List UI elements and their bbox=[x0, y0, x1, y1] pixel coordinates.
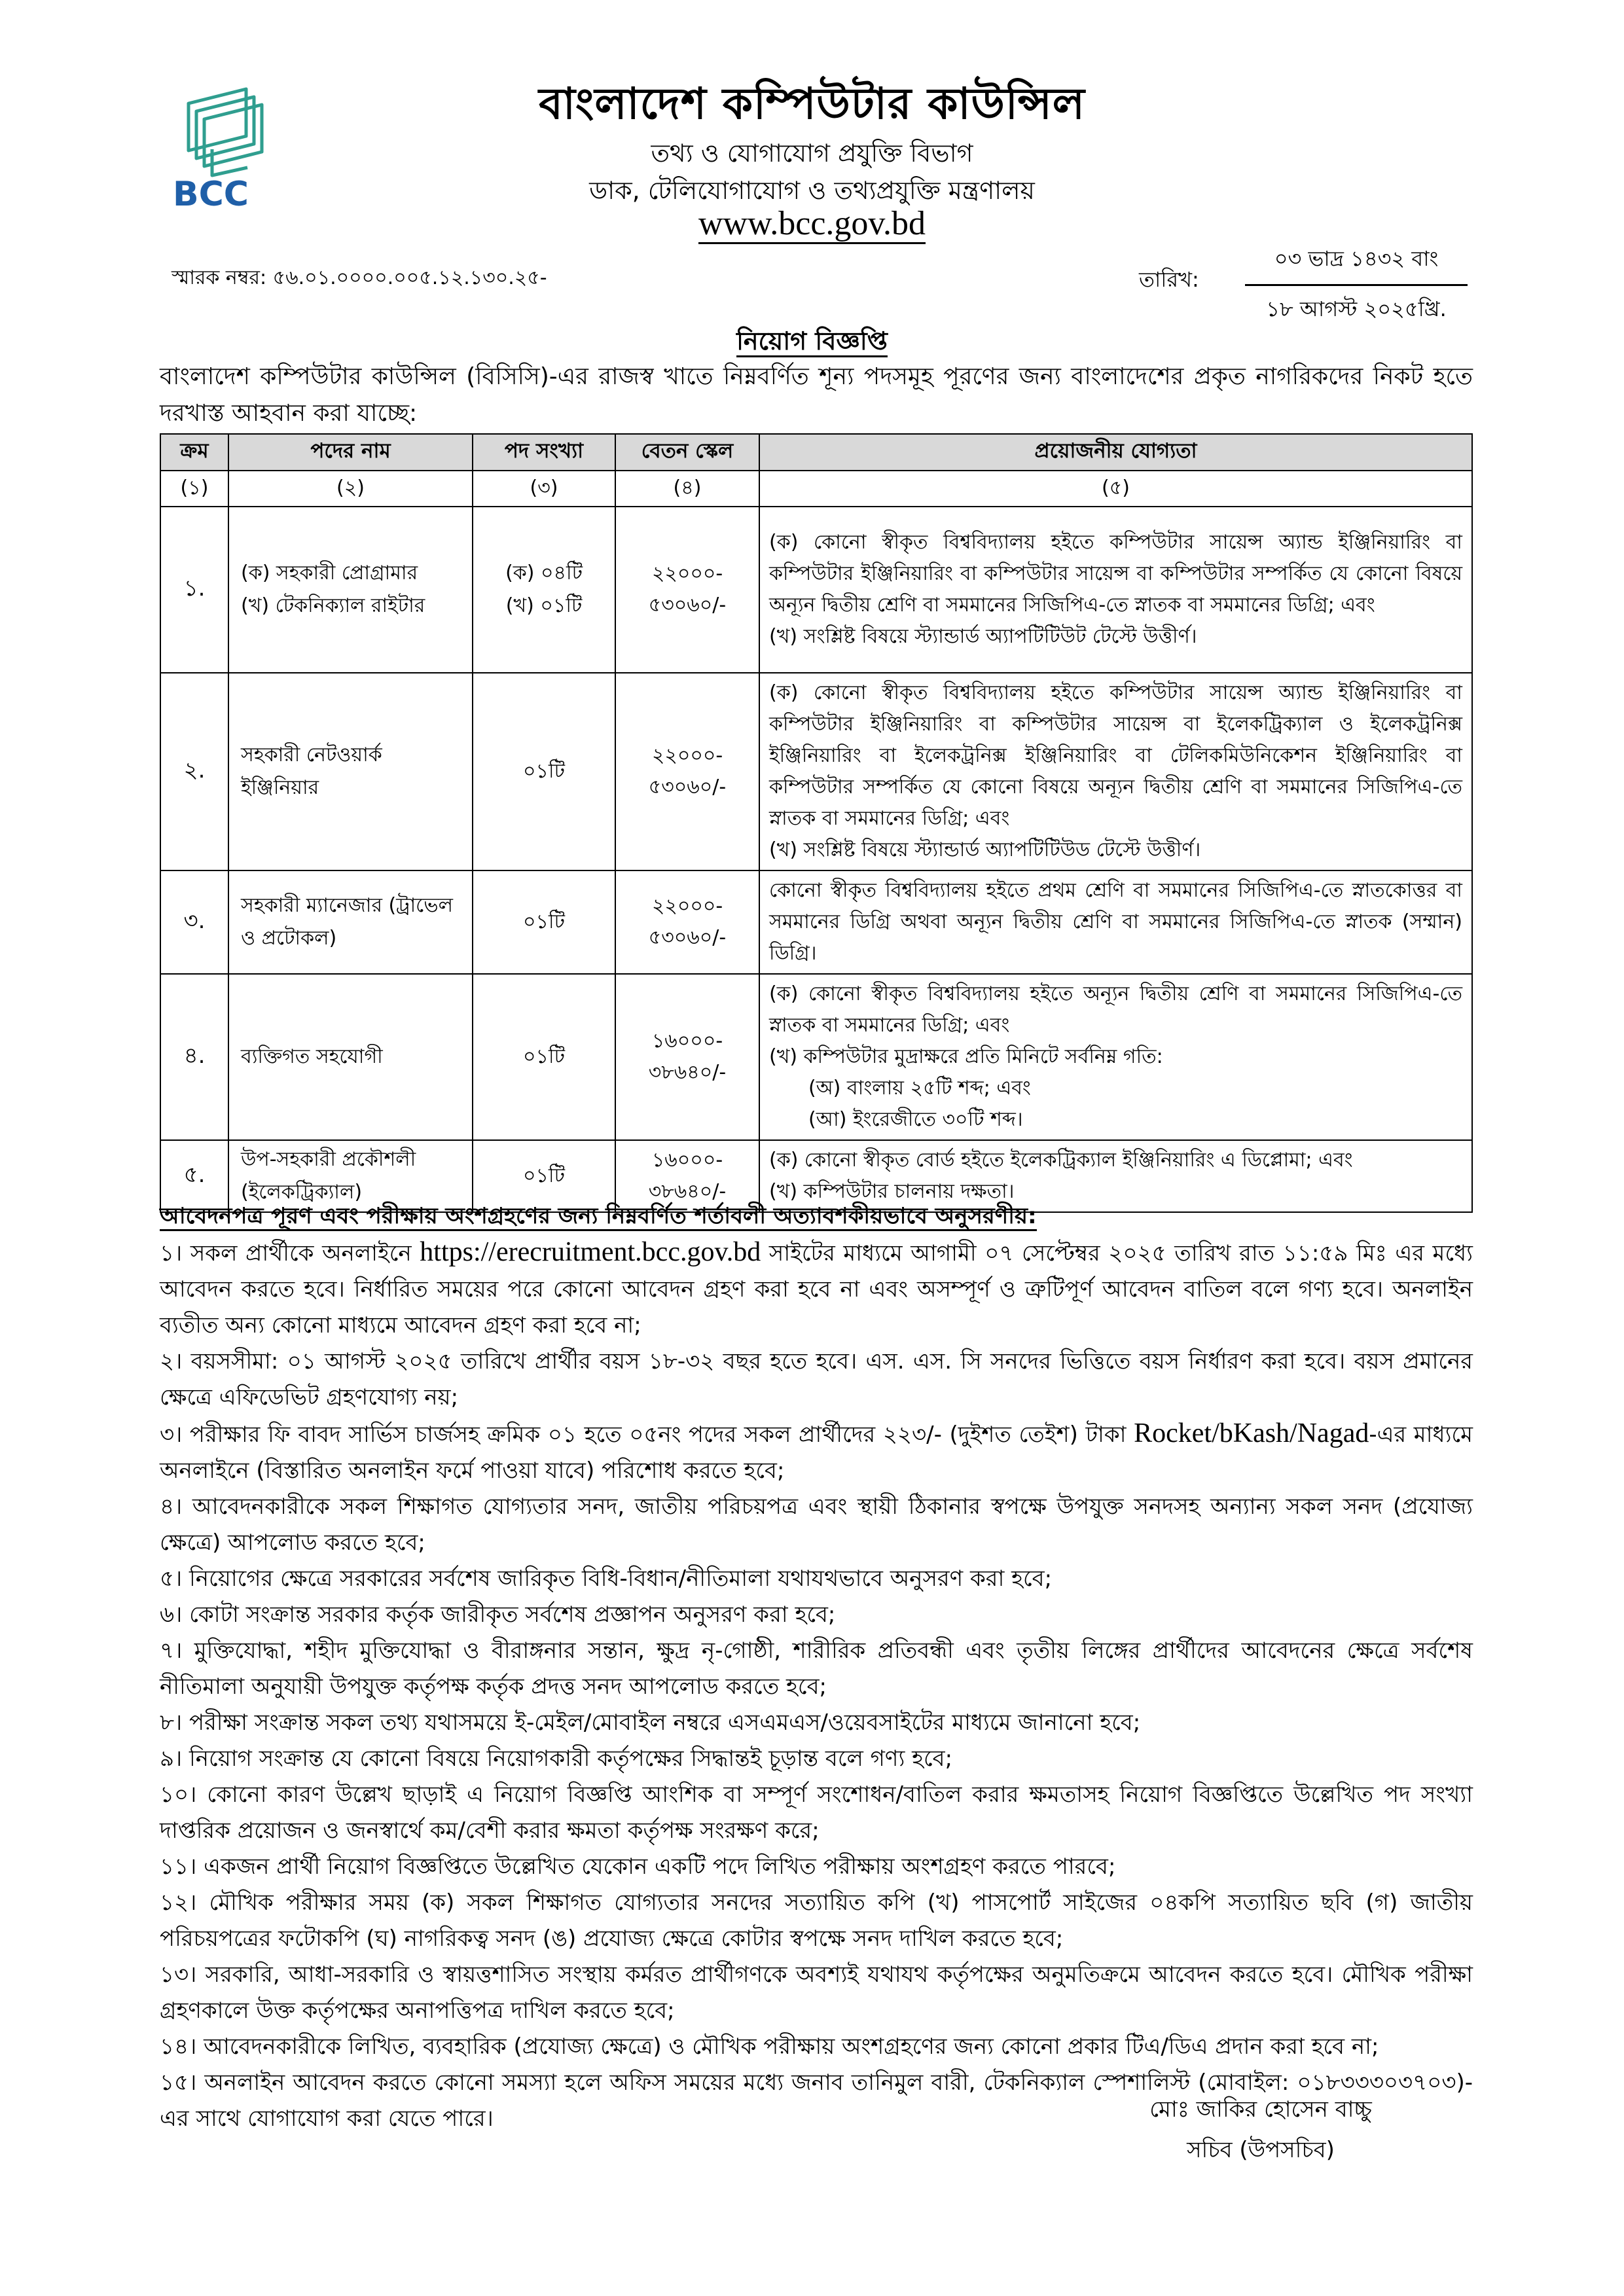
row-serial: ৫. bbox=[160, 1140, 228, 1212]
condition-item: ১৩। সরকারি, আধা-সরকারি ও স্বায়ত্তশাসিত সংস্থায় কর্মরত প্রার্থীগণকে অবশ্যই যথাযথ কর্তৃপক্ষের অনুমতিক্রমে আবেদন করতে হবে। মৌখিক পরীক্ষা গ্রহণকালে উক্ত কর্তৃপক্ষের অনাপত্তিপত্র দাখিল করতে হবে; bbox=[160, 1962, 1473, 2024]
condition-item: ১১। একজন প্রার্থী নিয়োগ বিজ্ঞপ্তিতে উল্লেখিত যেকোন একটি পদে লিখিত পরীক্ষায় অংশগ্রহণ করতে পারবে; bbox=[160, 1854, 1116, 1880]
date-bangla: ০৩ ভাদ্র ১৪৩২ বাং bbox=[1245, 242, 1468, 286]
qualification: কোনো স্বীকৃত বিশ্ববিদ্যালয় হইতে প্রথম শ্রেণি বা সমমানের সিজিপিএ-তে স্নাতকোত্তর বা সমমানের ডিগ্রি অথবা অন্যূন দ্বিতীয় শ্রেণি বা সমমানের সিজিপিএ-তে স্নাতক (সম্মান) ডিগ্রি। bbox=[759, 870, 1472, 974]
post-count: ০১টি bbox=[473, 870, 615, 974]
post-count: ০১টি bbox=[473, 974, 615, 1140]
col-header-post-name: পদের নাম bbox=[228, 434, 473, 471]
pay-scale: ১৬০০০- ৩৮৬৪০/- bbox=[615, 1140, 759, 1212]
col-number: (৩) bbox=[473, 471, 615, 507]
post-name: সহকারী নেটওয়ার্ক ইঞ্জিনিয়ার bbox=[228, 673, 473, 870]
condition-item: ১২। মৌখিক পরীক্ষার সময় (ক) সকল শিক্ষাগত যোগ্যতার সনদের সত্যায়িত কপি (খ) পাসপোর্ট সাইজের ০৪কপি সত্যায়িত ছবি (গ) জাতীয় পরিচয়পত্রের ফটোকপি (ঘ) নাগরিকত্ব সনদ (ঙ) প্রযোজ্য ক্ষেত্রে কোটার স্বপক্ষে সনদ দাখিল করতে হবে; bbox=[160, 1890, 1473, 1952]
col-number: (১) bbox=[160, 471, 228, 507]
col-number: (২) bbox=[228, 471, 473, 507]
condition-item: ১৪। আবেদনকারীকে লিখিত, ব্যবহারিক (প্রযোজ্য ক্ষেত্রে) ও মৌখিক পরীক্ষায় অংশগ্রহণের জন্য কোনো প্রকার টিএ/ডিএ প্রদান করা হবে না; bbox=[160, 2034, 1379, 2060]
qualification: (ক) কোনো স্বীকৃত বিশ্ববিদ্যালয় হইতে অন্যূন দ্বিতীয় শ্রেণি বা সমমানের সিজিপিএ-তে স্নাতক বা সমমানের ডিগ্রি; এবং (খ) কম্পিউটার মুদ্রাক্ষরে প্রতি মিনিটে সর্বনিম্ন গতি: (অ) বাংলায় ২৫টি শব্দ; এবং (আ) ইংরেজীতে ৩০টি শব্দ। bbox=[759, 974, 1472, 1140]
condition-item: ৩। পরীক্ষার ফি বাবদ সার্ভিস চার্জসহ ক্রমিক ০১ হতে ০৫নং পদের সকল প্রার্থীদের ২২৩/- (দুইশত তেইশ) টাকা Rocket/bKash/Nagad-এর মাধ্যমে অনলাইনে (বিস্তারিত অনলাইন ফর্মে পাওয়া যাবে) পরিশোধ করতে হবে; bbox=[160, 1418, 1473, 1484]
post-count: ০১টি bbox=[473, 673, 615, 870]
pay-scale: ১৬০০০- ৩৮৬৪০/- bbox=[615, 974, 759, 1140]
signature-block bbox=[1123, 2089, 1398, 2170]
condition-item: ৮। পরীক্ষা সংক্রান্ত সকল তথ্য যথাসময়ে ই-মেইল/মোবাইল নম্বরে এসএমএস/ওয়েবসাইটের মাধ্যমে জানানো হবে; bbox=[160, 1710, 1141, 1736]
row-serial: ৪. bbox=[160, 974, 228, 1140]
condition-item: ৪। আবেদনকারীকে সকল শিক্ষাগত যোগ্যতার সনদ, জাতীয় পরিচয়পত্র এবং স্থায়ী ঠিকানার স্বপক্ষে উপযুক্ত সনদসহ অন্যান্য সকল সনদ (প্রযোজ্য ক্ষেত্রে) আপলোড করতে হবে; bbox=[160, 1494, 1473, 1556]
col-number: (৫) bbox=[759, 471, 1472, 507]
post-name: ব্যক্তিগত সহযোগী bbox=[228, 974, 473, 1140]
table-row bbox=[160, 870, 1472, 974]
qualification: (ক) কোনো স্বীকৃত বোর্ড হইতে ইলেকট্রিক্যাল ইঞ্জিনিয়ারিং এ ডিপ্লোমা; এবং (খ) কম্পিউটার চালনায় দক্ষতা। bbox=[759, 1140, 1472, 1212]
division-name: তথ্য ও যোগাযোগ প্রযুক্তি বিভাগ bbox=[651, 139, 973, 168]
col-number: (৪) bbox=[615, 471, 759, 507]
signatory-designation: সচিব (উপসচিব) bbox=[1187, 2137, 1335, 2163]
post-count: ০১টি bbox=[473, 1140, 615, 1212]
table-row bbox=[160, 507, 1472, 673]
row-serial: ১. bbox=[160, 507, 228, 673]
ministry-name: ডাক, টেলিযোগাযোগ ও তথ্যপ্রযুক্তি মন্ত্রণালয় bbox=[589, 176, 1035, 205]
row-serial: ৩. bbox=[160, 870, 228, 974]
condition-item: ৯। নিয়োগ সংক্রান্ত যে কোনো বিষয়ে নিয়োগকারী কর্তৃপক্ষের সিদ্ধান্তই চূড়ান্ত বলে গণ্য হবে; bbox=[160, 1746, 953, 1772]
post-count: (ক) ০৪টি (খ) ০১টি bbox=[473, 507, 615, 673]
col-header-qualification: প্রয়োজনীয় যোগ্যতা bbox=[759, 434, 1472, 471]
col-header-post-count: পদ সংখ্যা bbox=[473, 434, 615, 471]
condition-item: ১। সকল প্রার্থীকে অনলাইনে https://erecruitment.bcc.gov.bd সাইটের মাধ্যমে আগামী ০৭ সেপ্টেম্বর ২০২৫ তারিখ রাত ১১:৫৯ মিঃ এর মধ্যে আবেদন করতে হবে। নির্ধারিত সময়ের পরে কোনো আবেদন গ্রহণ করা হবে না এবং অসম্পূর্ণ ও ত্রুটিপূর্ণ আবেদন বাতিল বলে গণ্য হবে। অনলাইন ব্যতীত অন্য কোনো মাধ্যমে আবেদন গ্রহণ করা হবে না; bbox=[160, 1237, 1473, 1338]
svg-text:BCC: BCC bbox=[173, 175, 249, 208]
pay-scale: ২২০০০- ৫৩০৬০/- bbox=[615, 673, 759, 870]
condition-item: ৬। কোটা সংক্রান্ত সরকার কর্তৃক জারীকৃত সর্বশেষ প্রজ্ঞাপন অনুসরণ করা হবে; bbox=[160, 1602, 836, 1628]
conditions-list bbox=[160, 1234, 1473, 2137]
bcc-logo bbox=[169, 77, 280, 208]
erecruitment-link[interactable]: https://erecruitment.bcc.gov.bd bbox=[420, 1237, 761, 1267]
post-name: উপ-সহকারী প্রকৌশলী (ইলেকট্রিক্যাল) bbox=[228, 1140, 473, 1212]
condition-item: ৫। নিয়োগের ক্ষেত্রে সরকারের সর্বশেষ জারিকৃত বিধি-বিধান/নীতিমালা যথাযথভাবে অনুসরণ করা হবে; bbox=[160, 1566, 1053, 1592]
posts-table bbox=[160, 433, 1473, 1213]
signatory-name: মোঃ জাকির হোসেন বাচ্চু bbox=[1149, 2096, 1372, 2123]
qualification: (ক) কোনো স্বীকৃত বিশ্ববিদ্যালয় হইতে কম্পিউটার সায়েন্স অ্যান্ড ইঞ্জিনিয়ারিং বা কম্পিউটার ইঞ্জিনিয়ারিং বা কম্পিউটার সায়েন্স বা কম্পিউটার সম্পর্কিত যে কোনো বিষয়ে অন্যূন দ্বিতীয় শ্রেণি বা সমমানের সিজিপিএ-তে স্নাতক বা সমমানের ডিগ্রি; এবং (খ) সংশ্লিষ্ট বিষয়ে স্ট্যান্ডার্ড অ্যাপটিটিউট টেস্টে উত্তীর্ণ। bbox=[759, 507, 1472, 673]
pay-scale: ২২০০০- ৫৩০৬০/- bbox=[615, 870, 759, 974]
column-number-row bbox=[160, 471, 1472, 507]
bcc-logo-icon bbox=[169, 77, 280, 208]
payment-methods: Rocket/bKash/Nagad bbox=[1134, 1418, 1369, 1448]
qualification: (ক) কোনো স্বীকৃত বিশ্ববিদ্যালয় হইতে কম্পিউটার সায়েন্স অ্যান্ড ইঞ্জিনিয়ারিং বা কম্পিউটার ইঞ্জিনিয়ারিং বা কম্পিউটার সায়েন্স বা ইলেকট্রিক্যাল ও ইলেকট্রনিক্স ইঞ্জিনিয়ারিং বা ইলেকট্রনিক্স ইঞ্জিনিয়ারিং বা টেলিকমিউনিকেশন ইঞ্জিনিয়ারিং বা কম্পিউটার সম্পর্কিত যে কোনো বিষয়ে অন্যূন দ্বিতীয় শ্রেণি বা সমমানের সিজিপিএ-তে স্নাতক বা সমমানের ডিগ্রি; এবং (খ) সংশ্লিষ্ট বিষয়ে স্ট্যান্ডার্ড অ্যাপটিটিউড টেস্টে উত্তীর্ণ। bbox=[759, 673, 1472, 870]
website-link[interactable]: www.bcc.gov.bd bbox=[393, 204, 1231, 243]
date-english: ১৮ আগস্ট ২০২৫খ্রি. bbox=[1266, 296, 1447, 321]
col-header-serial: ক্রম bbox=[160, 434, 228, 471]
date-block bbox=[1245, 242, 1468, 328]
pay-scale: ২২০০০- ৫৩০৬০/- bbox=[615, 507, 759, 673]
table-header-row bbox=[160, 434, 1472, 471]
condition-item: ১৫। অনলাইন আবেদন করতে কোনো সমস্যা হলে অফিস সময়ের মধ্যে জনাব তানিমুল বারী, টেকনিক্যাল স্পেশালিস্ট (মোবাইল: ০১৮৩৩৩০৩৭০৩)-এর সাথে যোগাযোগ করা যেতে পারে। bbox=[160, 2070, 1473, 2132]
table-row bbox=[160, 673, 1472, 870]
condition-item: ২। বয়সসীমা: ০১ আগস্ট ২০২৫ তারিখে প্রার্থীর বয়স ১৮-৩২ বছর হতে হবে। এস. এস. সি সনদের ভিত্তিতে বয়স নির্ধারণ করা হবে। বয়স প্রমানের ক্ষেত্রে এফিডেভিট গ্রহণযোগ্য নয়; bbox=[160, 1348, 1473, 1410]
table-row bbox=[160, 974, 1472, 1140]
condition-item: ১০। কোনো কারণ উল্লেখ ছাড়াই এ নিয়োগ বিজ্ঞপ্তি আংশিক বা সম্পূর্ণ সংশোধন/বাতিল করার ক্ষমতাসহ নিয়োগ বিজ্ঞপ্তিতে উল্লেখিত পদ সংখ্যা দাপ্তরিক প্রয়োজন ও জনস্বার্থে কম/বেশী করার ক্ষমতা কর্তৃপক্ষ সংরক্ষণ করে; bbox=[160, 1782, 1473, 1844]
organization-name: বাংলাদেশ কম্পিউটার কাউন্সিল bbox=[539, 79, 1085, 129]
notice-title: নিয়োগ বিজ্ঞপ্তি bbox=[0, 322, 1624, 364]
post-name: সহকারী ম্যানেজার (ট্রাভেল ও প্রটোকল) bbox=[228, 870, 473, 974]
memo-number: স্মারক নম্বর: ৫৬.০১.০০০০.০০৫.১২.১৩০.২৫- bbox=[171, 266, 547, 289]
condition-item: ৭। মুক্তিযোদ্ধা, শহীদ মুক্তিযোদ্ধা ও বীরাঙ্গনার সন্তান, ক্ষুদ্র নৃ-গোষ্ঠী, শারীরিক প্রতিবন্ধী এবং তৃতীয় লিঙ্গের প্রার্থীদের আবেদনের ক্ষেত্রে সর্বশেষ নীতিমালা অনুযায়ী উপযুক্ত কর্তৃপক্ষ কর্তৃক প্রদত্ত সনদ আপলোড করতে হবে; bbox=[160, 1638, 1473, 1700]
col-header-pay-scale: বেতন স্কেল bbox=[615, 434, 759, 471]
conditions-heading: আবেদনপত্র পূরণ এবং পরীক্ষায় অংশগ্রহণের জন্য নিম্নবর্ণিত শর্তাবলী অত্যাবশকীয়ভাবে অনুসরণীয়: bbox=[160, 1199, 1037, 1236]
row-serial: ২. bbox=[160, 673, 228, 870]
date-label: তারিখ: bbox=[1139, 267, 1199, 292]
post-name: (ক) সহকারী প্রোগ্রামার (খ) টেকনিক্যাল রাইটার bbox=[228, 507, 473, 673]
notice-intro: বাংলাদেশ কম্পিউটার কাউন্সিল (বিসিসি)-এর রাজস্ব খাতে নিম্নবর্ণিত শূন্য পদসমূহ পূরণের জন্য বাংলাদেশের প্রকৃত নাগরিকদের নিকট হতে দরখাস্ত আহবান করা যাচ্ছে: bbox=[160, 363, 1473, 427]
